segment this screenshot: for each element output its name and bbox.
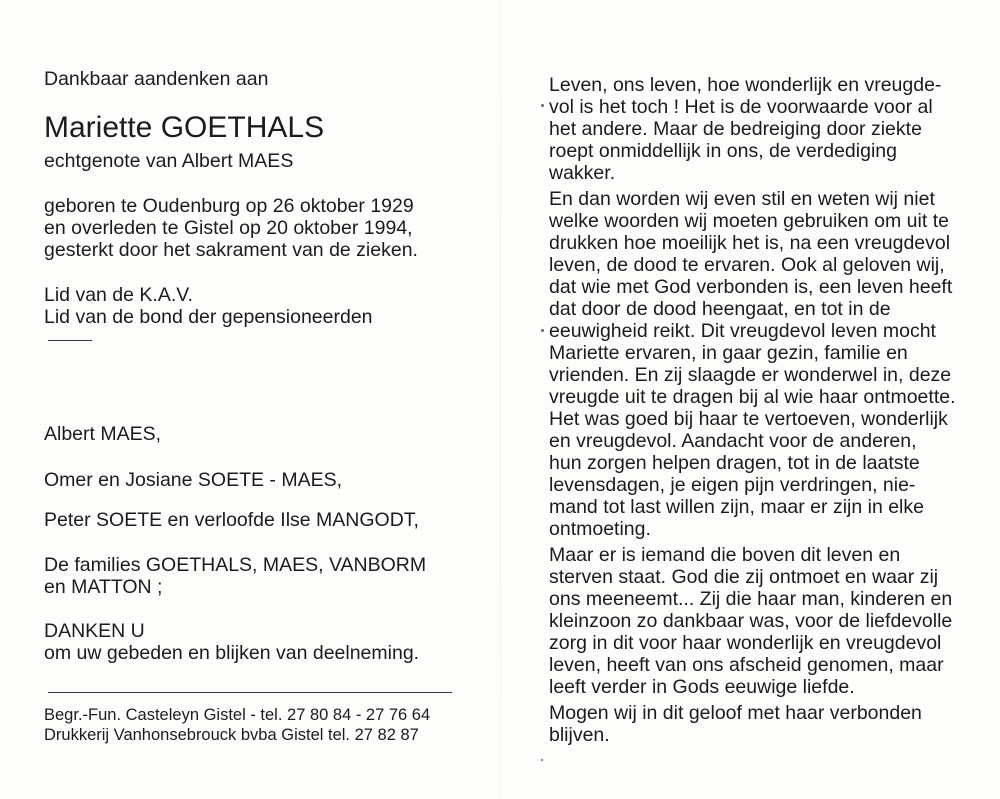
text-line: leven, de dood te ervaren. Ook al geloven wij,	[549, 254, 945, 276]
text-line: dat door de dood heengaat, en tot in de	[549, 298, 891, 320]
card-fold	[500, 0, 501, 799]
text-line: kleinzoon zo dankbaar was, voor de liefdevolle	[549, 610, 953, 632]
text-line: leeft verder in Gods eeuwige liefde.	[549, 676, 855, 698]
text-line: mand tot last willen zijn, maar er zijn in elke	[549, 496, 924, 518]
death-text: en overleden te Gistel op 20 oktober 1994,	[44, 217, 413, 239]
text-line: het andere. Maar de bedreiging door ziekte	[549, 118, 922, 140]
text-line: Mariette ervaren, in gaar gezin, familie en	[549, 342, 908, 364]
paper-speck	[541, 759, 543, 761]
text-line: ons meeneemt... Zij die haar man, kinderen en	[549, 588, 953, 610]
text-line: Mogen wij in dit geloof met haar verbonden	[549, 702, 922, 724]
text-line: Het was goed bij haar te vertoeven, wonderlijk	[549, 408, 948, 430]
text-line: En dan worden wij even stil en weten wij niet	[549, 188, 935, 210]
text-line: welke woorden wij moeten gebruiken om uit te	[549, 210, 949, 232]
intro-text: Dankbaar aandenken aan	[44, 68, 269, 90]
family-line: Omer en Josiane SOETE - MAES,	[44, 469, 343, 491]
family-line: en MATTON ;	[44, 576, 163, 598]
thanks-text: om uw gebeden en blijken van deelneming.	[44, 642, 420, 664]
spouse-text: echtgenote van Albert MAES	[44, 150, 294, 172]
text-line: sterven staat. God die zij ontmoet en waar zij	[549, 566, 939, 588]
paper-speck	[541, 104, 544, 107]
deceased-name: Mariette GOETHALS	[44, 111, 325, 144]
text-line: levensdagen, je eigen pijn verdringen, nie-	[549, 474, 916, 496]
membership-pensioners: Lid van de bond der gepensioneerden	[44, 306, 373, 328]
text-line: hun zorgen helpen dragen, tot in de laatste	[549, 452, 920, 474]
text-line: Maar er is iemand die boven dit leven en	[549, 544, 901, 566]
footer-divider	[48, 692, 452, 693]
text-line: vreugde uit te dragen bij al wie haar ontmoette.	[549, 386, 956, 408]
funeral-director-text: Begr.-Fun. Casteleyn Gistel - tel. 27 80 84 - 27 76 64	[44, 706, 431, 724]
text-line: ontmoeting.	[549, 518, 651, 540]
thanks-title: DANKEN U	[44, 620, 145, 642]
text-line: Leven, ons leven, hoe wonderlijk en vreugde-	[549, 74, 942, 96]
sacrament-text: gesterkt door het sakrament van de zieken.	[44, 239, 418, 261]
text-line: en vreugdevol. Aandacht voor de anderen,	[549, 430, 917, 452]
family-line: Peter SOETE en verloofde Ilse MANGODT,	[44, 509, 419, 531]
family-line: De families GOETHALS, MAES, VANBORM	[44, 554, 427, 576]
text-line: drukken hoe moeilijk het is, na een vreugdevol	[549, 232, 951, 254]
text-line: zorg in dit voor haar wonderlijk en vreugdevol	[549, 632, 942, 654]
text-line: blijven.	[549, 724, 610, 746]
printer-text: Drukkerij Vanhonsebrouck bvba Gistel tel. 27 82 87	[44, 726, 419, 744]
short-divider	[48, 340, 92, 341]
text-line: vol is het toch ! Het is de voorwaarde voor al	[549, 96, 933, 118]
text-line: dat wie met God verbonden is, een leven heeft	[549, 276, 953, 298]
text-line: eeuwigheid reikt. Dit vreugdevol leven mocht	[549, 320, 936, 342]
paper-speck	[541, 329, 544, 332]
text-line: roept onmiddellijk in ons, de verdediging	[549, 140, 897, 162]
text-line: leven, heeft van ons afscheid genomen, maar	[549, 654, 944, 676]
membership-kav: Lid van de K.A.V.	[44, 284, 193, 306]
birth-text: geboren te Oudenburg op 26 oktober 1929	[44, 195, 414, 217]
text-line: vrienden. En zij slaagde er wonderwel in, deze	[549, 364, 952, 386]
family-line: Albert MAES,	[44, 423, 162, 445]
text-line: wakker.	[549, 162, 616, 184]
